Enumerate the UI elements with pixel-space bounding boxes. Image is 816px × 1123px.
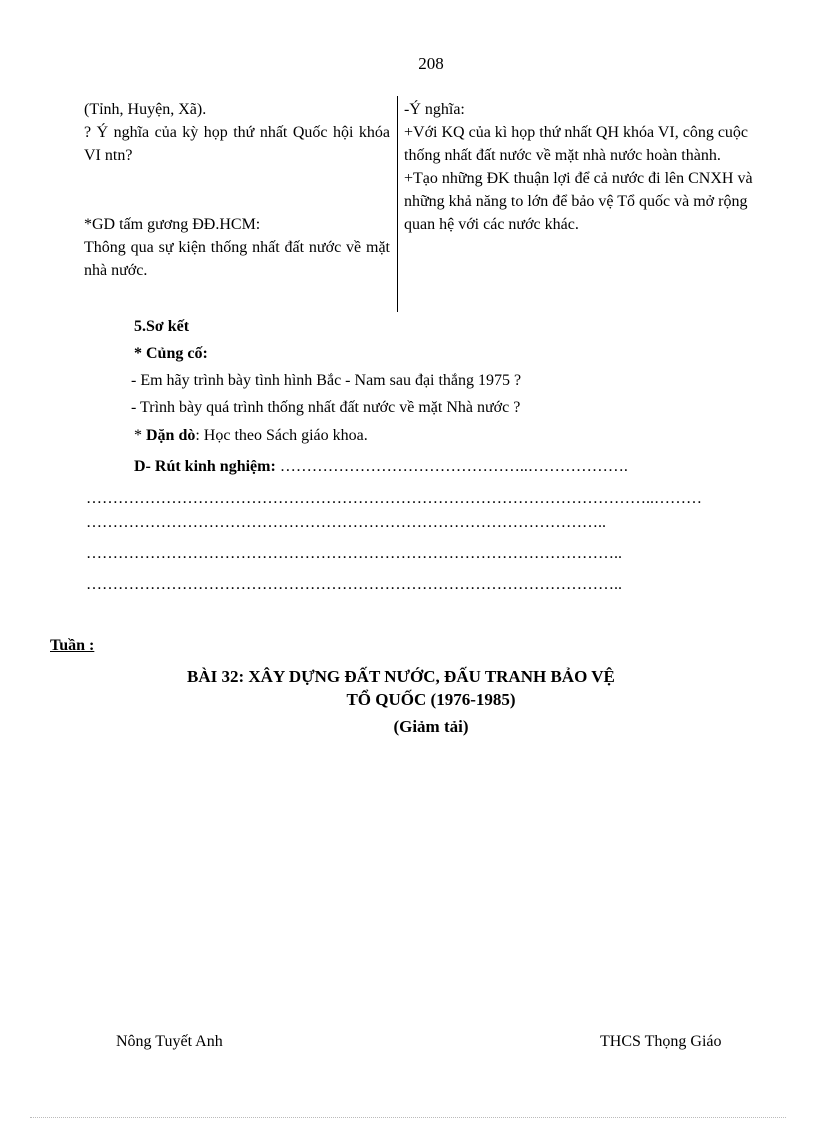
right-para-1: +Với KQ của kì họp thứ nhất QH khóa VI, công cuộc thống nhất đất nước về mặt nhà nước hoàn thành. [404,124,749,164]
dot-line-2: …………………………………………………………………………………….. [86,514,606,531]
homework-line [134,427,368,445]
homework-text: : Học theo Sách giáo khoa. [195,427,368,444]
question-1: - Em hãy trình bày tình hình Bắc - Nam sau đại thắng 1975 ? [131,372,522,389]
dot-line-3: ……………………………………………………………………………………….. [86,545,622,562]
experience-line [134,458,628,476]
gd-text: Thông qua sự kiện thống nhất đất nước về mặt nhà nước. [84,239,390,279]
table-left-column [84,98,390,282]
week-label: Tuần : [50,637,95,654]
lesson-title-line-2: TỔ QUỐC (1976-1985) [346,690,516,709]
page-number: 208 [418,54,444,73]
summary-heading: 5.Sơ kết [134,318,190,335]
dot-line-4: ……………………………………………………………………………………….. [86,576,622,593]
left-line-1: (Tỉnh, Huyện, Xã). [84,101,207,118]
consolidate-heading: * Củng cố: [134,345,208,362]
homework-prefix: * [134,427,146,444]
lesson-title-line-1: BÀI 32: XÂY DỰNG ĐẤT NƯỚC, ĐẤU TRANH BẢO VỆ [187,667,615,686]
dot-line-1: ……………………………………………………………………………………………..……… [86,490,702,507]
table-right-column [404,98,776,236]
left-question: ? Ý nghĩa của kỳ họp thứ nhất Quốc hội khóa VI ntn? [84,124,390,164]
experience-label: D- Rút kinh nghiệm: [134,458,276,475]
right-heading: -Ý nghĩa: [404,101,465,118]
lesson-note: (Giảm tải) [393,717,469,736]
experience-dots: ………………………………………..………………. [275,458,628,475]
gd-heading: *GD tấm gương ĐĐ.HCM: [84,216,261,233]
footer-school: THCS Thọng Giáo [600,1033,722,1050]
question-2: - Trình bày quá trình thống nhất đất nước về mặt Nhà nước ? [131,399,521,416]
footer-author: Nông Tuyết Anh [116,1033,223,1050]
page-bottom-rule [30,1117,786,1118]
right-para-2: +Tạo những ĐK thuận lợi để cả nước đi lên CNXH và những khả năng to lớn để bảo vệ Tổ quốc và mở rộng quan hệ với các nước khác. [404,170,753,233]
homework-label: Dặn dò [146,427,196,444]
table-column-divider [397,96,398,312]
